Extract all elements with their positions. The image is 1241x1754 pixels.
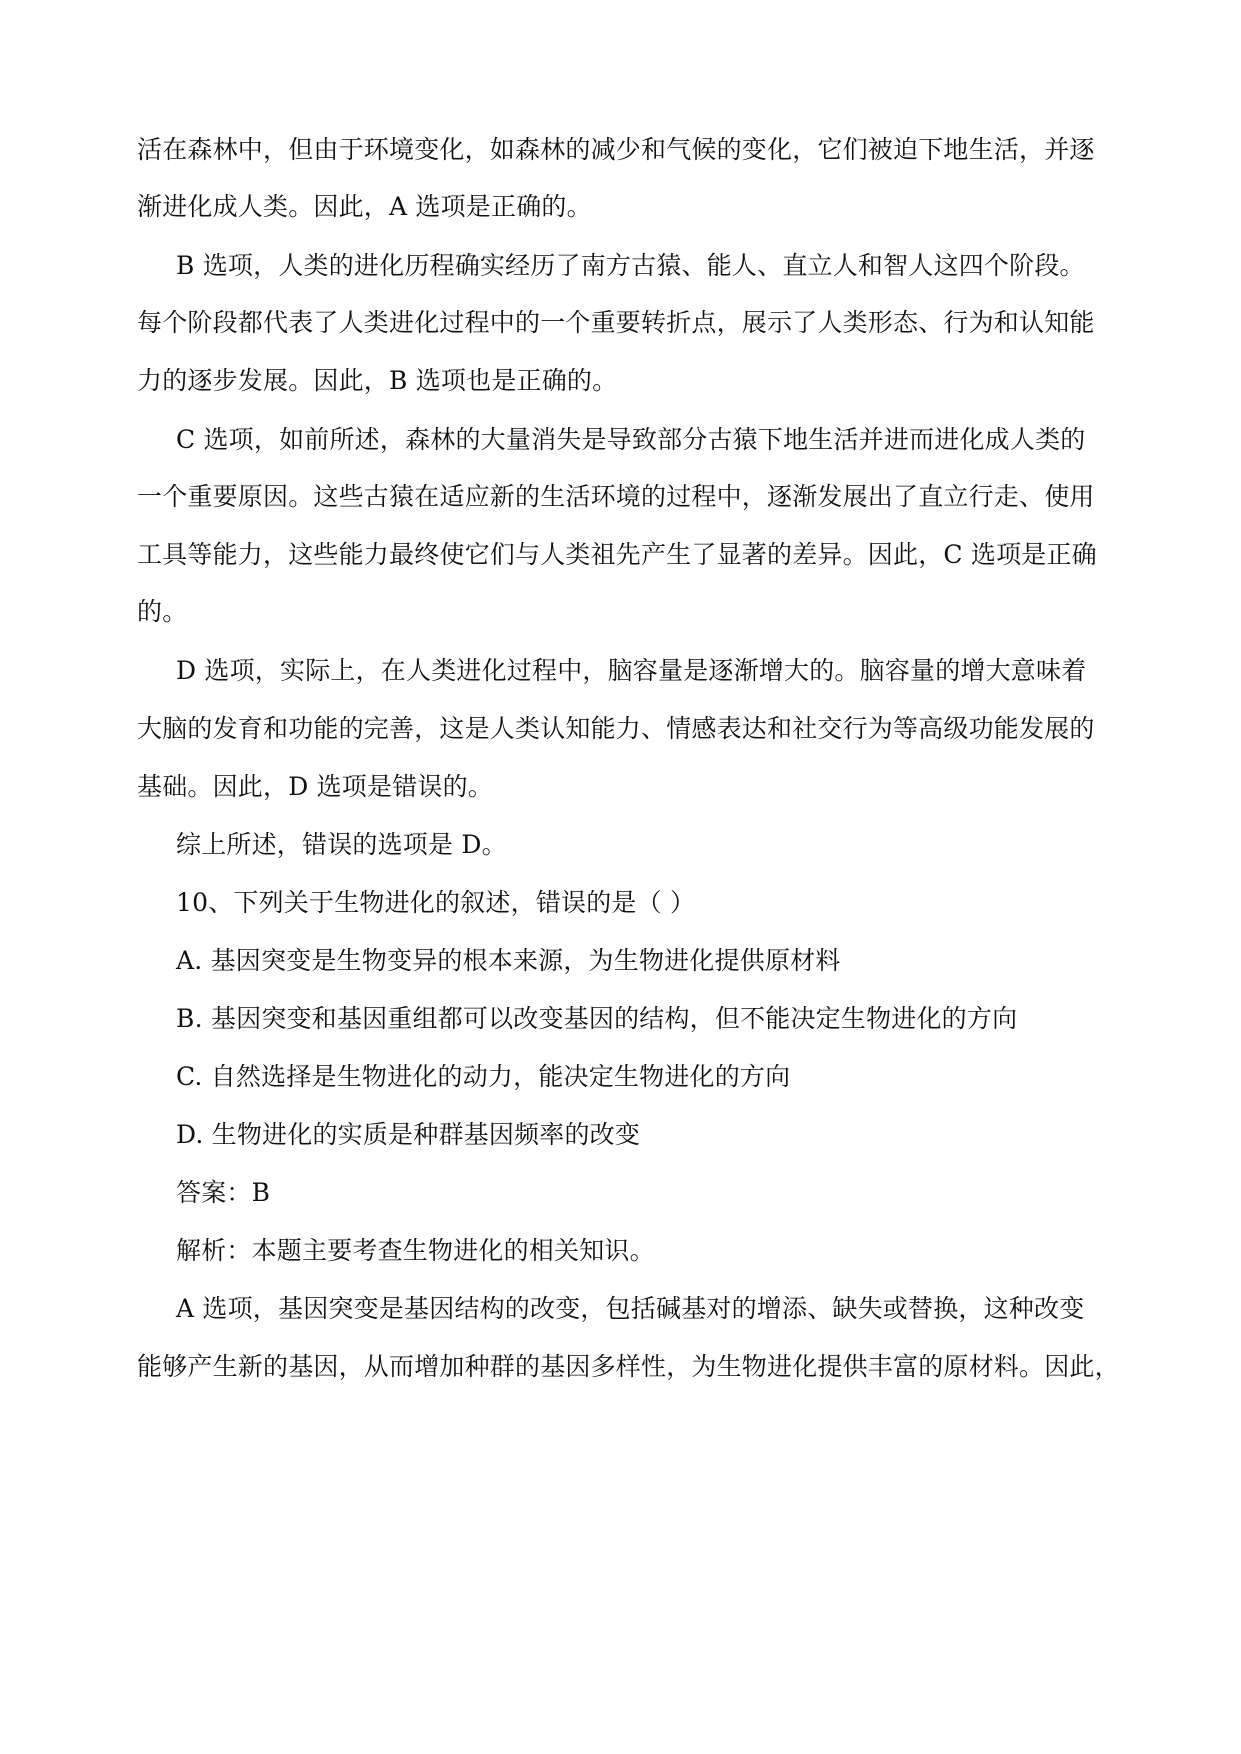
text-line: 活在森林中，但由于环境变化，如森林的减少和气候的变化，它们被迫下地生活，并逐 [137, 135, 1095, 164]
text-line: 力的逐步发展。因此，B 选项也是正确的。 [137, 366, 618, 395]
choice-c: C. 自然选择是生物进化的动力，能决定生物进化的方向 [176, 1062, 791, 1091]
text-line: C 选项，如前所述，森林的大量消失是导致部分古猿下地生活并进而进化成人类的 [176, 425, 1086, 454]
analysis-intro: 解析：本题主要考查生物进化的相关知识。 [176, 1236, 655, 1265]
text-line: D 选项，实际上，在人类进化过程中，脑容量是逐渐增大的。脑容量的增大意味着 [176, 656, 1087, 685]
text-line: 一个重要原因。这些古猿在适应新的生活环境的过程中，逐渐发展出了直立行走、使用 [137, 482, 1095, 511]
text-line: 的。 [137, 597, 188, 626]
text-line: 能够产生新的基因，从而增加种群的基因多样性，为生物进化提供丰富的原材料。因此， [137, 1352, 1120, 1381]
choice-a: A. 基因突变是生物变异的根本来源，为生物进化提供原材料 [176, 946, 841, 975]
text-line: 大脑的发育和功能的完善，这是人类认知能力、情感表达和社交行为等高级功能发展的 [137, 714, 1095, 743]
text-line: 工具等能力，这些能力最终使它们与人类祖先产生了显著的差异。因此，C 选项是正确 [137, 540, 1097, 569]
summary-line: 综上所述，错误的选项是 D。 [176, 830, 507, 859]
text-line: 渐进化成人类。因此，A 选项是正确的。 [137, 192, 592, 221]
question-title: 10、下列关于生物进化的叙述，错误的是（ ） [176, 888, 696, 917]
choice-d: D. 生物进化的实质是种群基因频率的改变 [176, 1120, 641, 1149]
text-line: B 选项，人类的进化历程确实经历了南方古猿、能人、直立人和智人这四个阶段。 [176, 251, 1085, 280]
choice-b: B. 基因突变和基因重组都可以改变基因的结构，但不能决定生物进化的方向 [176, 1004, 1018, 1033]
text-line: 基础。因此，D 选项是错误的。 [137, 772, 493, 801]
text-line: A 选项，基因突变是基因结构的改变，包括碱基对的增添、缺失或替换，这种改变 [176, 1294, 1085, 1323]
text-line: 每个阶段都代表了人类进化过程中的一个重要转折点，展示了人类形态、行为和认知能 [137, 308, 1095, 337]
answer-line: 答案：B [176, 1178, 271, 1207]
